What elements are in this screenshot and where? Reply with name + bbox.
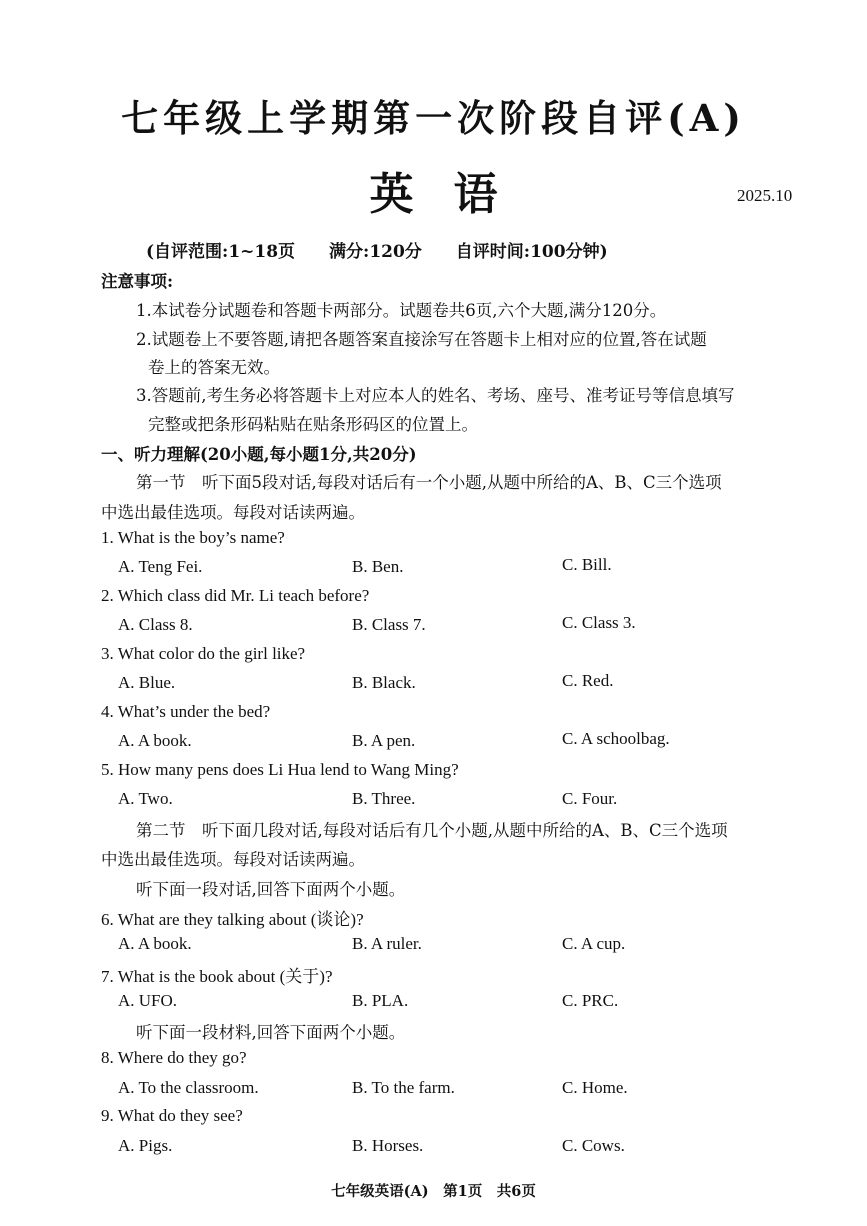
notes-heading: 注意事项:	[101, 272, 174, 291]
option-a: A. UFO.	[118, 991, 178, 1010]
option-a: A. Blue.	[118, 673, 176, 692]
note-item: 1.本试卷分试题卷和答题卡两部分。试题卷共6页,六个大题,满分120分。	[136, 301, 667, 320]
option-c: C. A cup.	[562, 934, 626, 953]
option-b: B. A pen.	[352, 731, 416, 750]
section-heading: 一、听力理解(20小题,每小题1分,共20分)	[101, 445, 417, 464]
option-a: A. To the classroom.	[118, 1078, 259, 1097]
option-c: C. Four.	[562, 789, 618, 808]
option-b: B. A ruler.	[352, 934, 422, 953]
page-footer: 七年级英语(A) 第1页 共6页	[331, 1183, 536, 1200]
listening-instruction: 听下面一段材料,回答下面两个小题。	[136, 1023, 406, 1042]
part1-instruction: 第一节 听下面5段对话,每段对话后有一个小题,从题中所给的A、B、C三个选项	[136, 473, 722, 492]
option-b: B. Class 7.	[352, 615, 426, 634]
option-a: A. A book.	[118, 934, 192, 953]
question-stem: 3. What color do the girl like?	[101, 644, 306, 663]
option-c: C. Home.	[562, 1078, 628, 1097]
part2-instruction: 中选出最佳选项。每段对话读两遍。	[101, 850, 365, 869]
question-stem: 9. What do they see?	[101, 1106, 243, 1125]
exam-title: 七年级上学期第一次阶段自评(A)	[121, 96, 746, 140]
question-stem: 7. What is the book about (关于)?	[101, 967, 333, 986]
question-stem: 1. What is the boy’s name?	[101, 528, 285, 547]
question-stem: 8. Where do they go?	[101, 1048, 247, 1067]
option-c: C. Bill.	[562, 555, 612, 574]
option-b: B. Horses.	[352, 1136, 424, 1155]
exam-date: 2025.10	[737, 186, 793, 205]
note-item: 3.答题前,考生务必将答题卡上对应本人的姓名、考场、座号、准考证号等信息填写	[136, 386, 735, 405]
option-c: C. Class 3.	[562, 613, 636, 632]
part2-instruction: 第二节 听下面几段对话,每段对话后有几个小题,从题中所给的A、B、C三个选项	[136, 821, 728, 840]
question-stem: 2. Which class did Mr. Li teach before?	[101, 586, 370, 605]
question-stem: 6. What are they talking about (谈论)?	[101, 910, 364, 929]
option-a: A. A book.	[118, 731, 192, 750]
exam-range: (自评范围:1~18页 满分:120分 自评时间:100分钟)	[146, 242, 608, 262]
option-b: B. To the farm.	[352, 1078, 455, 1097]
note-item: 2.试题卷上不要答题,请把各题答案直接涂写在答题卡上相对应的位置,答在试题	[136, 330, 707, 349]
option-a: A. Class 8.	[118, 615, 193, 634]
listening-instruction: 听下面一段对话,回答下面两个小题。	[136, 880, 406, 899]
question-stem: 5. How many pens does Li Hua lend to Wang Ming?	[101, 760, 459, 779]
option-b: B. Black.	[352, 673, 416, 692]
option-c: C. A schoolbag.	[562, 729, 670, 748]
option-a: A. Two.	[118, 789, 173, 808]
note-item: 完整或把条形码粘贴在贴条形码区的位置上。	[148, 415, 478, 434]
option-a: A. Pigs.	[118, 1136, 173, 1155]
option-b: B. PLA.	[352, 991, 409, 1010]
option-a: A. Teng Fei.	[118, 557, 203, 576]
option-b: B. Ben.	[352, 557, 404, 576]
option-c: C. PRC.	[562, 991, 619, 1010]
part1-instruction: 中选出最佳选项。每段对话读两遍。	[101, 503, 365, 522]
subject-title: 英语	[369, 169, 538, 220]
option-c: C. Red.	[562, 671, 614, 690]
option-b: B. Three.	[352, 789, 416, 808]
note-item: 卷上的答案无效。	[148, 358, 280, 377]
option-c: C. Cows.	[562, 1136, 625, 1155]
question-stem: 4. What’s under the bed?	[101, 702, 271, 721]
